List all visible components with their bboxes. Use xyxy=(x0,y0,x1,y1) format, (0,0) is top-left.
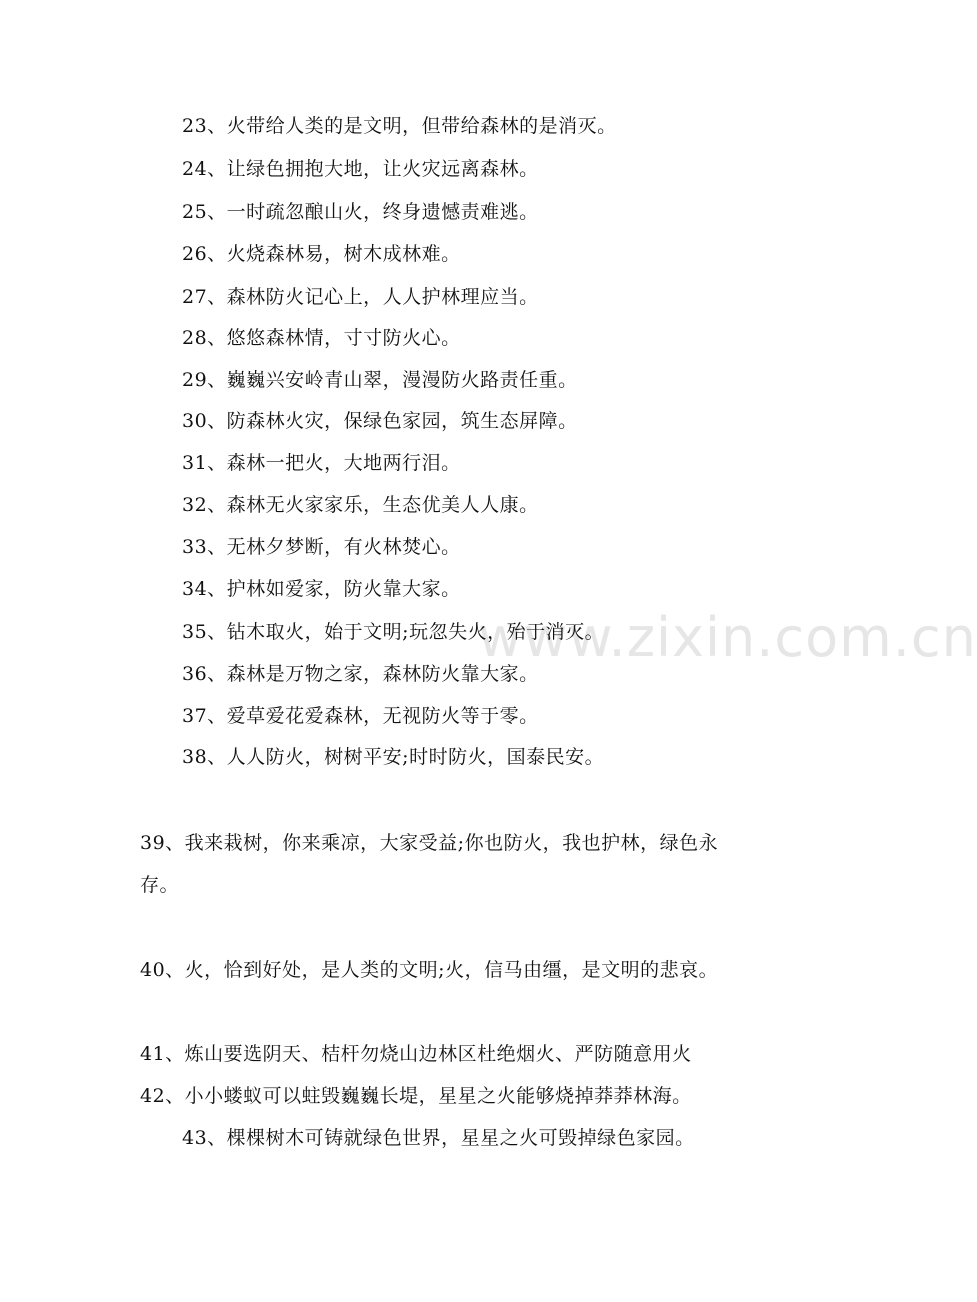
slogan-line-27: 27、森林防火记心上，人人护林理应当。 xyxy=(182,286,539,308)
slogan-line-28: 28、悠悠森林情，寸寸防火心。 xyxy=(182,327,461,349)
slogan-line-37: 37、爱草爱花爱森林，无视防火等于零。 xyxy=(182,705,539,727)
slogan-line-24: 24、让绿色拥抱大地，让火灾远离森林。 xyxy=(182,158,539,180)
slogan-line-36: 36、森林是万物之家，森林防火靠大家。 xyxy=(182,663,539,685)
slogan-line-43: 43、棵棵树木可铸就绿色世界，星星之火可毁掉绿色家园。 xyxy=(182,1127,695,1149)
slogan-line-25: 25、一时疏忽酿山火，终身遗憾责难逃。 xyxy=(182,201,539,223)
slogan-line-33: 33、无林夕梦断，有火林焚心。 xyxy=(182,536,461,558)
slogan-line-41: 41、炼山要选阴天、桔杆勿烧山边林区杜绝烟火、严防随意用火 xyxy=(140,1043,692,1065)
slogan-line-35: 35、钻木取火，始于文明;玩忽失火，殆于消灭。 xyxy=(182,621,605,643)
slogan-line-23: 23、火带给人类的是文明，但带给森林的是消灭。 xyxy=(182,115,617,137)
watermark-text: www.zixin.com.cn xyxy=(478,606,977,669)
slogan-line-42: 42、小小蝼蚁可以蛀毁巍巍长堤，星星之火能够烧掉莽莽林海。 xyxy=(140,1085,692,1107)
slogan-line-31: 31、森林一把火，大地两行泪。 xyxy=(182,452,461,474)
slogan-line-29: 29、巍巍兴安岭青山翠，漫漫防火路责任重。 xyxy=(182,369,578,391)
slogan-line-26: 26、火烧森林易，树木成林难。 xyxy=(182,243,461,265)
slogan-line-39-continued: 存。 xyxy=(140,874,180,896)
slogan-line-40: 40、火，恰到好处，是人类的文明;火，信马由缰，是文明的悲哀。 xyxy=(140,959,719,981)
slogan-line-38: 38、人人防火，树树平安;时时防火，国泰民安。 xyxy=(182,746,605,768)
slogan-line-39: 39、我来栽树，你来乘凉，大家受益;你也防火，我也护林，绿色永 xyxy=(140,832,719,854)
slogan-line-34: 34、护林如爱家，防火靠大家。 xyxy=(182,578,461,600)
slogan-line-32: 32、森林无火家家乐，生态优美人人康。 xyxy=(182,494,539,516)
slogan-line-30: 30、防森林火灾，保绿色家园，筑生态屏障。 xyxy=(182,410,578,432)
